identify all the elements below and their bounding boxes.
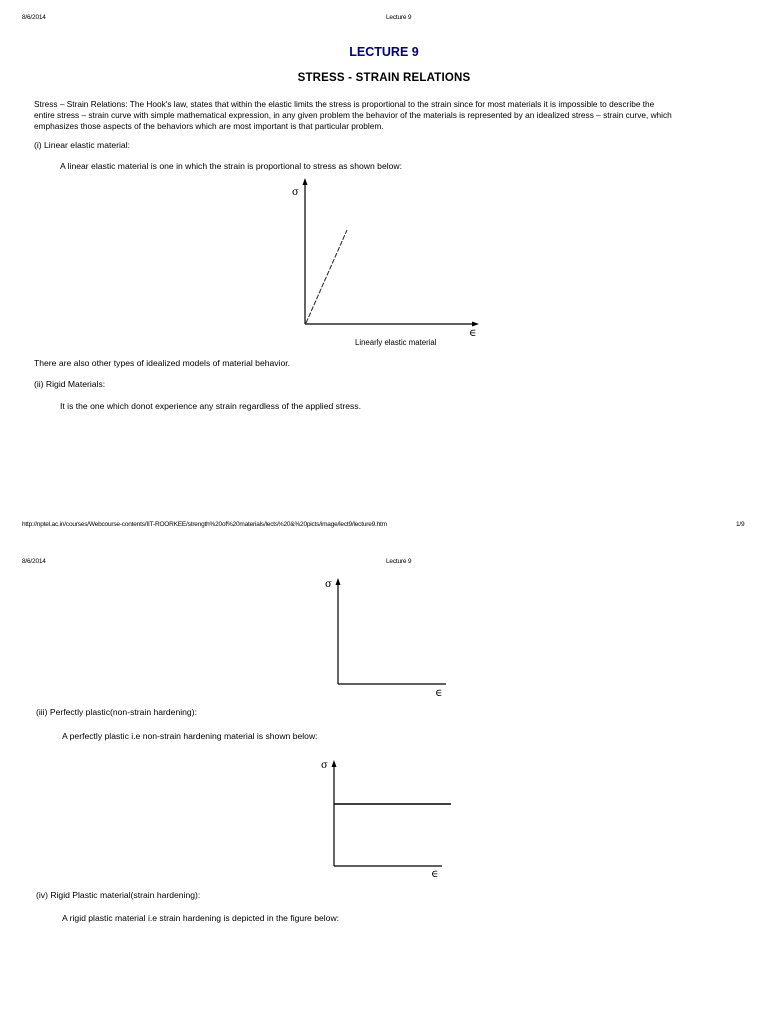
sigma-axis <box>332 760 337 866</box>
figure-linear-elastic <box>285 178 485 338</box>
intro-line: entire stress – strain curve with simple mathematical expression, in any given problem the behavior of the materials is represented by an idealized stress – strain curve, which <box>34 110 672 120</box>
sigma-axis <box>303 178 308 324</box>
intro-line: emphasizes those aspects of the behaviors which are most important is that particular problem. <box>34 121 384 131</box>
epsilon-label: ∈ <box>435 688 443 698</box>
figure1-caption: Linearly elastic material <box>355 338 437 347</box>
section-heading-perfectly-plastic: (iii) Perfectly plastic(non-strain hardening): <box>36 707 197 717</box>
section-heading-rigid: (ii) Rigid Materials: <box>34 379 106 389</box>
epsilon-label: ∈ <box>469 328 477 338</box>
section-text-rigid-plastic: A rigid plastic material i.e strain hardening is depicted in the figure below: <box>62 913 340 923</box>
sigma-label: σ <box>321 760 328 771</box>
header-date: 8/6/2014 <box>22 558 46 565</box>
other-models-text: There are also other types of idealized models of material behavior. <box>34 358 291 368</box>
intro-line: Stress – Strain Relations: The Hook's law, states that within the elastic limits the stress is proportional to the strain since for most materials it is impossible to describe the <box>34 99 655 109</box>
sigma-axis <box>336 578 341 684</box>
sigma-label: σ <box>292 187 299 198</box>
section-text-linear-elastic: A linear elastic material is one in which the strain is proportional to stress as shown below: <box>60 161 403 171</box>
page-subtitle: STRESS - STRAIN RELATIONS <box>297 72 471 84</box>
footer-page-number: 1/9 <box>736 521 745 528</box>
section-heading-linear-elastic: (i) Linear elastic material: <box>34 140 130 150</box>
section-text-rigid: It is the one which donot experience any strain regardless of the applied stress. <box>60 401 361 411</box>
figure-rigid <box>320 574 450 698</box>
header-title: Lecture 9 <box>386 14 412 21</box>
epsilon-axis <box>305 322 479 327</box>
page-title: LECTURE 9 <box>349 45 419 59</box>
figure-perfectly-plastic <box>316 756 456 882</box>
section-heading-rigid-plastic: (iv) Rigid Plastic material(strain hardening): <box>36 890 201 900</box>
header-date: 8/6/2014 <box>22 14 46 21</box>
elastic-line <box>306 230 347 323</box>
header-title: Lecture 9 <box>386 558 412 565</box>
intro-paragraph <box>34 99 746 132</box>
epsilon-label: ∈ <box>431 869 439 880</box>
sigma-label: σ <box>325 579 332 590</box>
footer-url: http://nptel.ac.in/courses/Webcourse-contents/IIT-ROORKEE/strength%20of%20materials/lects%20&%20picts/image/lect9/lecture9.htm <box>22 521 387 528</box>
section-text-perfectly-plastic: A perfectly plastic i.e non-strain hardening material is shown below: <box>62 731 318 741</box>
